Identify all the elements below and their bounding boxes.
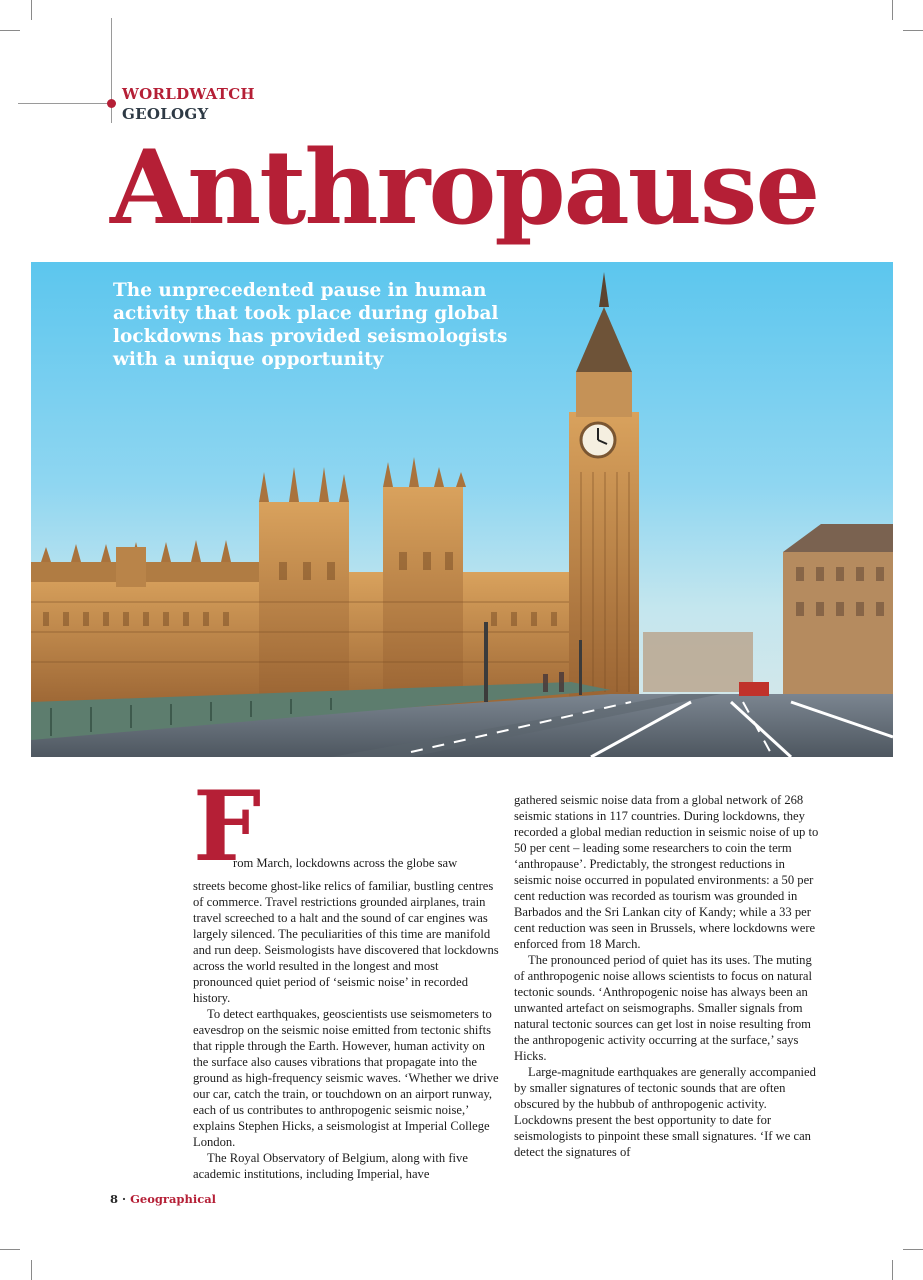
crop-mark: [903, 1249, 923, 1250]
dropcap-block: [193, 770, 499, 883]
dropcap: F: [193, 770, 262, 883]
section-subsection: GEOLOGY: [122, 105, 209, 123]
crop-mark: [903, 30, 923, 31]
footer-separator: ·: [122, 1192, 127, 1206]
article-paragraph: streets become ghost-like relics of familiar, bustling centres of commerce. Travel restrictions grounded airplanes, train travel screeched to a halt and the sound of car engines was largely silenced. The peculiarities of this time are manifold and run deep. Seismologists have discovered that lockdowns across the world resulted in the longest and most pronounced quiet period of ‘seismic noise’ in recorded history.: [193, 879, 499, 1005]
section-rule: [18, 103, 110, 104]
article-first-line: rom March, lockdowns across the globe saw: [233, 856, 458, 870]
crop-mark: [892, 0, 893, 20]
article-paragraph: To detect earthquakes, geoscientists use seismometers to eavesdrop on the seismic noise emitted from tectonic shifts that ripple through the Earth. However, human activity on the surface also causes vibrations that propagate into the ground as high-frequency seismic waves. ‘Whether we drive our car, catch the train, or touchdown on an airport runway, each of us contributes to anthropogenic seismic noise,’ explains Stephen Hicks, a seismologist at Imperial College London.: [193, 1007, 499, 1149]
article-paragraph: Large-magnitude earthquakes are generally accompanied by smaller signatures of tectonic sounds that are often obscured by the hubbub of anthropogenic activity. Lockdowns present the best opportunity to date for seismologists to pinpoint these small signatures. ‘If we can detect the signatures of: [514, 1065, 816, 1159]
standfirst: The unprecedented pause in human activity that took place during global lockdowns has provided seismologists with a unique opportunity: [113, 280, 508, 370]
page-number: 8: [110, 1192, 119, 1206]
article-paragraph: gathered seismic noise data from a global network of 268 seismic stations in 117 countries. During lockdowns, they recorded a global median reduction in seismic noise of up to 50 per cent – leading some researchers to coin the term ‘anthropause’. Predictably, the strongest reductions in seismic noise occurred in populated environments: a 50 per cent reduction was recorded as tourism was grounded in Barbados and the Sri Lankan city of Kandy; while a 33 per cent reduction was seen in Brussels, where lockdowns were enforced from 18 March.: [514, 793, 819, 951]
crop-mark: [31, 0, 32, 20]
section-kicker: WORLDWATCH: [122, 85, 255, 103]
crop-mark: [0, 1249, 20, 1250]
page-footer: [110, 1192, 216, 1206]
crop-mark: [0, 30, 20, 31]
article-column-right: [514, 792, 820, 1160]
page-title: Anthropause: [110, 128, 819, 248]
magazine-name: Geographical: [130, 1192, 217, 1206]
article-paragraph: The pronounced period of quiet has its uses. The muting of anthropogenic noise allows scientists to focus on natural tectonic sounds. ‘Anthropogenic noise has always been an unwanted artefact on seismographs. Smaller signals from natural tectonic sources can get lost in noise resulting from the anthropogenic activity occurring at the surface,’ says Hicks.: [514, 953, 812, 1063]
crop-mark: [31, 1260, 32, 1280]
article-column-left: [193, 770, 499, 1182]
crop-mark: [892, 1260, 893, 1280]
section-dot: [107, 99, 116, 108]
article-paragraph: The Royal Observatory of Belgium, along with five academic institutions, including Imperial, have: [193, 1151, 468, 1181]
